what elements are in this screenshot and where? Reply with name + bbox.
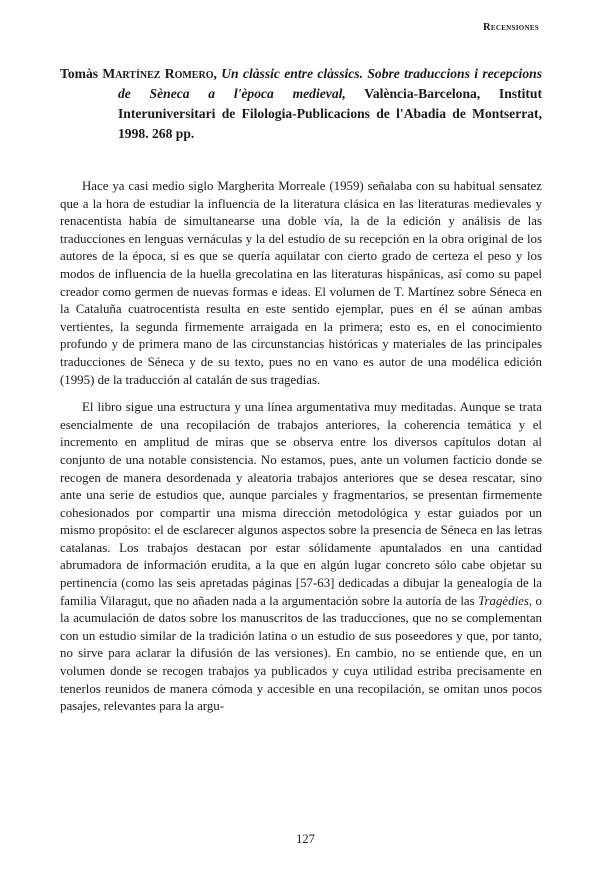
paragraph [60,399,542,716]
paragraph-text: , o la acumulación de datos sobre los manuscritos de las traducciones, que no se complementan con un estudio similar de la tradición latina o un estudio de sus poseedores y que, por tanto, no sirve para aclarar la difusión de las versiones). En cambio, no se entiende que, en un volumen donde se recogen trabajos ya publicados y cuya utilidad estriba precisamente en tenerlos reunidos de manera cómoda y accesible en una recopilación, se omitan unos pocos pasajes, relevantes para la argu- [60,593,542,714]
author-given-name: Tomàs [60,66,99,81]
running-head: Recensiones [482,22,539,33]
paragraph-text: El libro sigue una estructura y una línea argumentativa muy meditadas. Aunque se trata esencialmente de una recopilación de trabajos anteriores, la coherencia temática y el incremento en amplitud de miras que se observa entre los diversos capítulos dotan al conjunto de una notable consistencia. No estamos, pues, ante un volumen facticio donde se recogen de manera desordenada y aleatoria trabajos anteriores que se desea rescatar, sino ante una serie de estudios que, aunque parciales y fragmentarios, se presentan firmemente cohesionados por compartir una misma dirección metodológica y estar guiados por un mismo propósito: el de esclarecer algunos aspectos sobre la presencia de Séneca en las letras catalanas. Los trabajos destacan por estar sólidamente apuntalados en una cantidad abrumadora de información erudita, a la que en algún lugar concreto sólo cabe objetar su pertinencia (como las seis apretadas páginas [57-63] dedicadas a dibujar la genealogía de la familia Vilaragut, que no añaden nada a la argumentación sobre la autoría de las [60,400,542,608]
italic-title: Tragèdies [478,593,529,608]
publication-details: València-Barcelona, Institut Interuniversitari de Filologia-Publicacions de l'Abadia de Montserrat, 1998. 268 pp. [118,86,542,141]
review-body [60,178,542,725]
book-title: Un clàssic entre clàssics. Sobre traduccions i recepcions de Sèneca a l'època medieval, [118,66,542,101]
page-number: 127 [296,832,315,846]
review-citation [60,64,542,144]
author-surname: Martínez Romero, [102,66,217,81]
paragraph: Hace ya casi medio siglo Margherita Morreale (1959) señalaba con su habitual sensatez que a la hora de estudiar la influencia de la literatura clásica en las literaturas medievales y renacentista había de simultanearse una doble vía, la de la edición y análisis de las traducciones en lenguas vernáculas y la del estudio de su recepción en la obra original de los autores de la época, si es que se quería aquilatar con cierto grado de certeza el peso y los modos de influencia de la huella grecolatina en las literaturas hispánicas, así como su papel creador como germen de nuevas formas e ideas. El volumen de T. Martínez sobre Séneca en la Cataluña cuatrocentista resulta en este sentido ejemplar, pues en él se aúnan ambas vertientes, la segunda firmemente arraigada en la primera; esto es, en el conocimiento profundo y de primera mano de las circunstancias históricas y materiales de las principales traducciones de Séneca y de su texto, pues no en vano es autor de una modélica edición (1995) de la traducción al catalán de sus tragedias. [60,179,542,387]
